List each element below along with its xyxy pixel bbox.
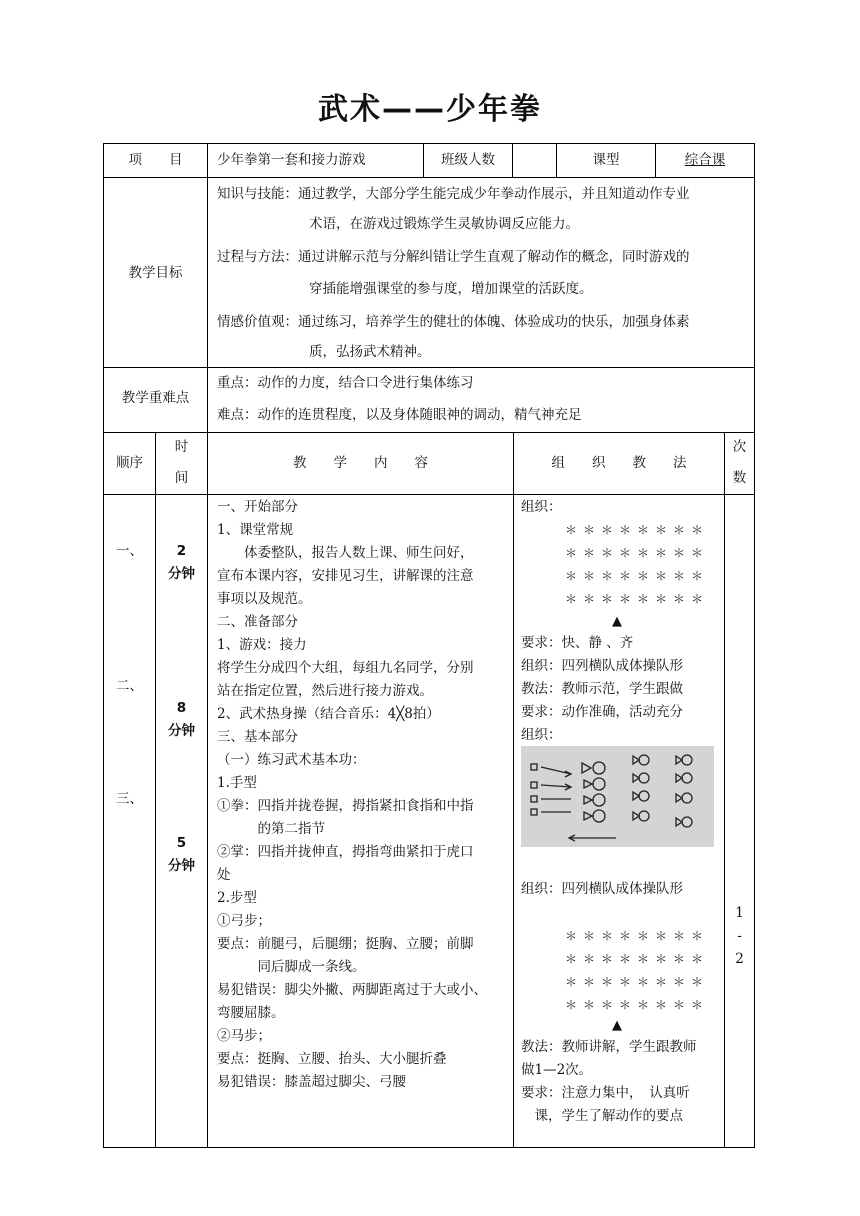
formation-row: ＊＊＊＊＊＊＊＊: [565, 998, 710, 1012]
time-1-num: 2: [176, 543, 187, 559]
content-line: 事项以及规范。: [217, 591, 312, 607]
item-label: 项 目: [128, 152, 183, 168]
formation-row: ＊＊＊＊＊＊＊＊: [565, 523, 710, 537]
objective-emotion-line2: 质，弘扬武术精神。: [309, 344, 431, 360]
col-count-1: 次: [732, 439, 747, 455]
content-line: 同后脚成一条线。: [217, 959, 366, 975]
content-line: 要点：挺胸、立腰、抬头、大小腿折叠: [217, 1051, 447, 1067]
formation-row: ＊＊＊＊＊＊＊＊: [565, 546, 710, 560]
formation-row: ＊＊＊＊＊＊＊＊: [565, 929, 710, 943]
method-req: 要求：快、静 、齐: [521, 635, 634, 651]
content-line: 将学生分成四个大组，每组九名同学，分别: [217, 660, 474, 676]
objective-process-line2: 穿插能增强课堂的参与度，增加课堂的活跃度。: [309, 281, 593, 297]
content-line: 体委整队，报告人数上课、师生问好，: [217, 545, 474, 561]
objective-emotion-line1: 情感价值观：通过练习，培养学生的健壮的体魄、体验成功的快乐，加强身体素: [217, 314, 690, 330]
class-size-label: 班级人数: [441, 152, 495, 168]
key-points-label: 教学重难点: [121, 390, 190, 406]
formation-row: ＊＊＊＊＊＊＊＊: [565, 952, 710, 966]
count-dash: -: [737, 928, 742, 944]
col-time-2: 间: [174, 470, 189, 486]
content-line: 二、准备部分: [217, 614, 298, 630]
content-line: 宣布本课内容，安排见习生，讲解课的注意: [217, 568, 474, 584]
content-line: ①弓步；: [217, 913, 271, 929]
lesson-type-value: 综合课: [684, 152, 726, 168]
content-line: 站在指定位置，然后进行接力游戏。: [217, 683, 433, 699]
method-req: 要求：注意力集中， 认真听: [521, 1085, 690, 1101]
count-1: 1: [735, 905, 744, 921]
time-2-unit: 分钟: [168, 723, 195, 739]
content-line: 弯腰屈膝。: [217, 1005, 285, 1021]
col-time-1: 时: [174, 439, 189, 455]
content-line: （一）练习武术基本功：: [217, 752, 366, 768]
order-3: 三、: [116, 791, 143, 807]
objective-knowledge-line2: 术语，在游戏过锻炼学生灵敏协调反应能力。: [309, 216, 579, 232]
method-req: 要求：动作准确，活动充分: [521, 704, 683, 720]
col-method: 组 织 教 法: [551, 455, 687, 471]
order-2: 二、: [116, 678, 143, 694]
content-line: 2、武术热身操（结合音乐：4╳8拍）: [217, 706, 440, 722]
content-line: ②掌：四指并拢伸直，拇指弯曲紧扣于虎口: [217, 844, 474, 860]
teacher-position-icon: ▲: [612, 614, 622, 629]
objective-knowledge-line1: 知识与技能：通过教学，大部分学生能完成少年拳动作展示，并且知道动作专业: [217, 186, 690, 202]
content-line: 的第二指节: [217, 821, 325, 837]
content-line: ②马步；: [217, 1028, 271, 1044]
content-line: 易犯错误：脚尖外撇、两脚距离过于大或小、: [217, 982, 487, 998]
content-line: 要点：前腿弓，后腿绷；挺胸、立腰；前脚: [217, 936, 474, 952]
time-1-unit: 分钟: [168, 566, 195, 582]
time-3-unit: 分钟: [168, 858, 195, 874]
teacher-position-icon: ▲: [612, 1018, 622, 1033]
time-3-num: 5: [176, 835, 187, 851]
item-value: 少年拳第一套和接力游戏: [217, 152, 366, 168]
method-org: 组织：: [521, 727, 562, 743]
method-org: 组织：四列横队成体操队形: [521, 881, 683, 897]
content-line: 1、课堂常规: [217, 522, 294, 538]
difficulty-point: 难点：动作的连贯程度，以及身体随眼神的调动，精气神充足: [217, 407, 582, 423]
content-line: 处: [217, 867, 231, 883]
method-org: 组织：: [521, 499, 562, 515]
method-teach: 教法：教师示范，学生跟做: [521, 681, 683, 697]
relay-diagram-icon: [521, 746, 714, 847]
relay-diagram-photo: [521, 746, 714, 847]
method-teach: 教法：教师讲解，学生跟教师: [521, 1039, 697, 1055]
formation-row: ＊＊＊＊＊＊＊＊: [565, 569, 710, 583]
objectives-label: 教学目标: [128, 265, 183, 281]
content-line: 1.手型: [217, 775, 257, 791]
order-1: 一、: [116, 543, 143, 559]
formation-row: ＊＊＊＊＊＊＊＊: [565, 975, 710, 989]
key-point: 重点：动作的力度，结合口令进行集体练习: [217, 375, 474, 391]
method-org: 组织：四列横队成体操队形: [521, 658, 683, 674]
col-content: 教 学 内 容: [293, 455, 428, 471]
content-line: 2.步型: [217, 890, 257, 906]
content-line: 易犯错误：膝盖超过脚尖、弓腰: [217, 1074, 406, 1090]
col-order: 顺序: [116, 455, 143, 471]
objective-process-line1: 过程与方法：通过讲解示范与分解纠错让学生直观了解动作的概念，同时游戏的: [217, 249, 690, 265]
content-line: ①拳：四指并拢卷握，拇指紧扣食指和中指: [217, 798, 474, 814]
lesson-type-label: 课型: [592, 152, 620, 168]
content-line: 一、开始部分: [217, 499, 298, 515]
document-title: 武术——少年拳: [318, 92, 542, 127]
method-teach: 做1—2次。: [521, 1062, 593, 1078]
method-req: 课，学生了解动作的要点: [521, 1108, 683, 1124]
col-count-2: 数: [732, 470, 747, 486]
formation-row: ＊＊＊＊＊＊＊＊: [565, 592, 710, 606]
count-2: 2: [735, 951, 744, 967]
content-line: 1、游戏：接力: [217, 637, 307, 653]
content-line: 三、基本部分: [217, 729, 298, 745]
time-2-num: 8: [176, 700, 187, 716]
